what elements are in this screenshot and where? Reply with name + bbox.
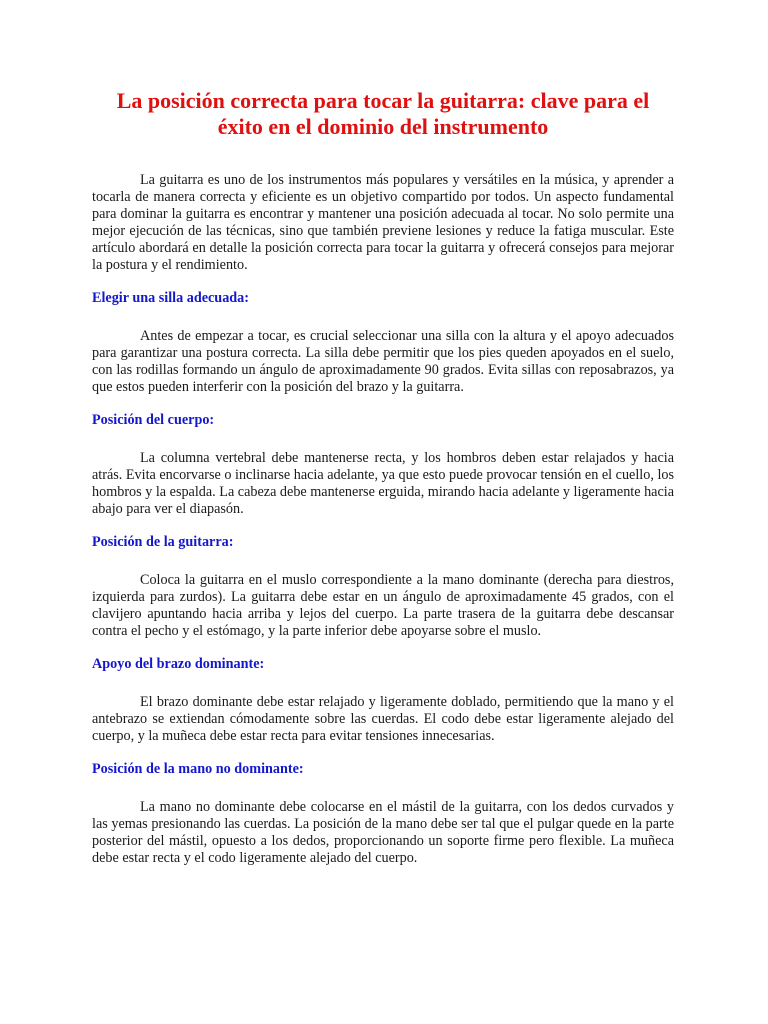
document-title: La posición correcta para tocar la guitarra: clave para el éxito en el dominio del instrumento <box>116 88 650 139</box>
section-heading-cuerpo: Posición del cuerpo: <box>92 412 215 428</box>
section-heading-mano: Posición de la mano no dominante: <box>92 761 304 777</box>
section-body-silla: Antes de empezar a tocar, es crucial seleccionar una silla con la altura y el apoyo adecuados para garantizar una postura correcta. La silla debe permitir que los pies queden apoyados en el suelo, con las rodillas formando un ángulo de aproximadamente 90 grados. Evita sillas con reposabrazos, ya que estos pueden interferir con la posición del brazo y la guitarra. <box>92 328 674 395</box>
section-heading-brazo: Apoyo del brazo dominante: <box>92 656 265 672</box>
section-body-cuerpo: La columna vertebral debe mantenerse recta, y los hombros deben estar relajados y hacia atrás. Evita encorvarse o inclinarse hacia adelante, ya que esto puede provocar tensión en el cuello, los hombros y la espalda. La cabeza debe mantenerse erguida, mirando hacia adelante y ligeramente hacia abajo para ver el diapasón. <box>92 450 674 517</box>
section-body-mano: La mano no dominante debe colocarse en el mástil de la guitarra, con los dedos curvados y las yemas presionando las cuerdas. La posición de la mano debe ser tal que el pulgar quede en la parte posterior del mástil, opuesto a los dedos, proporcionando un soporte firme pero flexible. La muñeca debe estar recta y el codo ligeramente alejado del cuerpo. <box>92 799 674 866</box>
section-body-guitarra: Coloca la guitarra en el muslo correspondiente a la mano dominante (derecha para diestros, izquierda para zurdos). La guitarra debe estar en un ángulo de aproximadamente 45 grados, con el clavijero apuntando hacia arriba y lejos del cuerpo. La parte trasera de la guitarra debe descansar contra el pecho y el estómago, y la parte inferior debe apoyarse sobre el muslo. <box>92 572 674 639</box>
intro-paragraph: La guitarra es uno de los instrumentos más populares y versátiles en la música, y aprender a tocarla de manera correcta y eficiente es un objetivo compartido por todos. Un aspecto fundamental para dominar la guitarra es encontrar y mantener una posición adecuada al tocar. No solo permite una mejor ejecución de las técnicas, sino que también previene lesiones y reduce la fatiga muscular. Este artículo abordará en detalle la posición correcta para tocar la guitarra y ofrecerá consejos para mejorar la postura y el rendimiento. <box>92 172 674 273</box>
section-heading-guitarra: Posición de la guitarra: <box>92 534 234 550</box>
section-body-brazo: El brazo dominante debe estar relajado y ligeramente doblado, permitiendo que la mano y el antebrazo se extiendan cómodamente sobre las cuerdas. El codo debe estar ligeramente alejado del cuerpo, y la muñeca debe estar recta para evitar tensiones innecesarias. <box>92 694 674 744</box>
section-heading-silla: Elegir una silla adecuada: <box>92 290 250 306</box>
